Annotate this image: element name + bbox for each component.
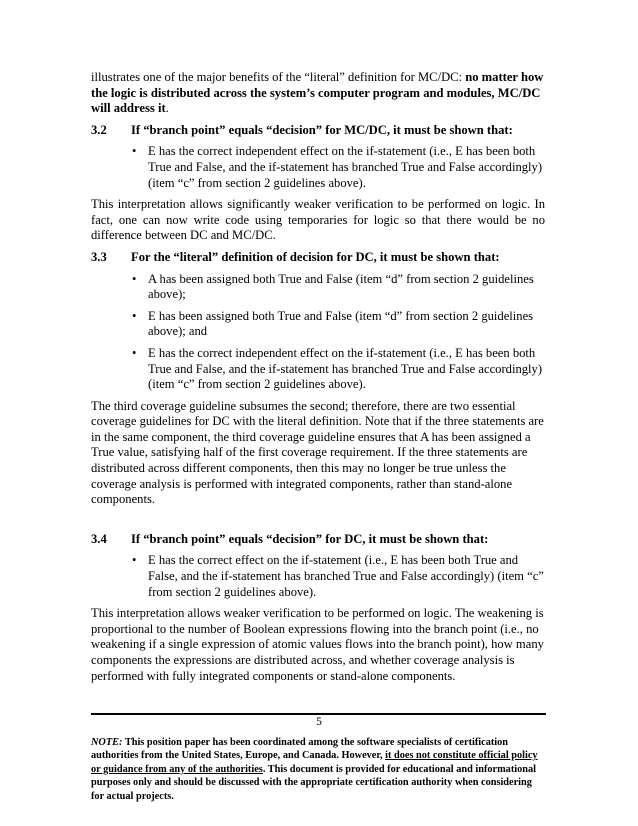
list-item (91, 553, 545, 600)
section-title: If “branch point” equals “decision” for MC/DC, it must be shown that: (131, 122, 513, 137)
section-number: 3.2 (91, 122, 107, 137)
section-title: If “branch point” equals “decision” for DC, it must be shown that: (131, 531, 489, 546)
section-3-3-list (91, 272, 545, 393)
bullet-icon: • (132, 553, 137, 568)
note-label: NOTE: (91, 737, 123, 748)
spacer (91, 514, 545, 532)
note-text: This position paper has been coordinated among the software specialists of certification authorities from the United States, Europe, and Canada. However, (91, 737, 509, 762)
bullet-icon: • (132, 271, 137, 286)
footer-divider (91, 713, 546, 715)
section-title: For the “literal” definition of decision for DC, it must be shown that: (131, 249, 500, 264)
document-body (91, 70, 545, 690)
section-3-3-heading (91, 250, 545, 266)
note-disclaimer: it does not constitute official policy or guidance from any of the authorities (91, 750, 538, 775)
intro-emphasis: no matter how the logic is distributed across the system’s computer program and modules, MC/DC will address it (91, 70, 544, 116)
list-item-text: E has the correct independent effect on the if-statement (i.e., E has been both True and False, and the if-statement has branched True and False accordingly) (item “c” from section 2 guidelines above). (148, 144, 543, 190)
bullet-icon: • (132, 308, 137, 323)
list-item (91, 309, 545, 340)
note-text-end: . This document is provided for educational and informational purposes only and should be discussed with the appropriate certification authority when considering for actual projects. (91, 763, 537, 802)
bullet-icon: • (132, 345, 137, 360)
section-3-2-list (91, 144, 545, 191)
list-item (91, 346, 545, 393)
list-item-text: E has the correct independent effect on the if-statement (i.e., E has been both True and False, and the if-statement has branched True and False accordingly) (item “c” from section 2 guidelines above). (148, 345, 543, 392)
page-number: 5 (316, 716, 322, 728)
bullet-icon: • (132, 144, 137, 159)
section-3-2-heading (91, 123, 545, 139)
section-3-4-list (91, 553, 545, 600)
section-number: 3.4 (91, 531, 107, 546)
section-number: 3.3 (91, 249, 107, 264)
list-item (91, 144, 545, 191)
list-item-text: A has been assigned both True and False (item “d” from section 2 guidelines above); (148, 271, 534, 302)
section-3-3-paragraph: The third coverage guideline subsumes the second; therefore, there are two essential coverage guidelines for DC with the literal definition. Note that if the three statements are in the same component, the third coverage guideline ensures that A has been assigned a True value, satisfying half of the first coverage requirement. If the three statements are distributed across different components, then this may no longer be true unless the coverage analysis is performed with integrated components, rather than stand-alone components. (91, 398, 544, 507)
list-item-text: E has the correct effect on the if-statement (i.e., E has been both True and False, and the if-statement has branched True and False accordingly) (item “c” from section 2 guidelines above). (148, 553, 544, 599)
section-3-2-paragraph: This interpretation allows significantly weaker verification to be performed on logic. In fact, one can now write code using temporaries for logic so that there would be no difference between DC and MC/DC. (91, 197, 545, 243)
list-item (91, 272, 545, 303)
intro-paragraph (91, 70, 545, 117)
intro-text: illustrates one of the major benefits of the “literal” definition for MC/DC: (91, 70, 466, 84)
section-3-4-heading (91, 532, 545, 548)
footer-note (91, 736, 546, 803)
list-item-text: E has been assigned both True and False (item “d” from section 2 guidelines above); and (148, 308, 534, 339)
intro-end: . (165, 101, 169, 116)
section-3-4-paragraph: This interpretation allows weaker verification to be performed on logic. The weakening is proportional to the number of Boolean expressions flowing into the branch point (i.e., no weakening if a single expression of atomic values flows into the branch point), how many components the expressions are distributed across, and whether coverage analysis is performed with fully integrated components or stand-alone components. (91, 606, 544, 683)
